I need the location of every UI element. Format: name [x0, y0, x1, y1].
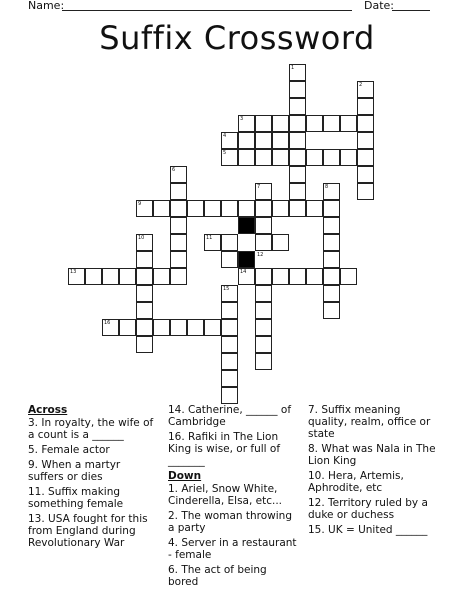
grid-cell[interactable] — [238, 200, 255, 217]
grid-cell[interactable] — [136, 319, 153, 336]
grid-cell[interactable] — [255, 200, 272, 217]
clue-down-12: 12. Territory ruled by a duke or duchess — [308, 497, 428, 521]
grid-cell[interactable] — [323, 251, 340, 268]
grid-cell[interactable] — [119, 268, 136, 285]
clue-number: 4 — [223, 133, 227, 139]
clue-number: 7 — [257, 184, 261, 190]
grid-cell[interactable] — [289, 98, 306, 115]
grid-cell[interactable] — [306, 200, 323, 217]
grid-cell[interactable] — [221, 302, 238, 319]
grid-cell[interactable] — [255, 234, 272, 251]
grid-cell[interactable] — [323, 234, 340, 251]
date-label: Date: — [364, 0, 394, 12]
grid-cell[interactable] — [221, 234, 238, 251]
grid-cell[interactable] — [204, 319, 221, 336]
grid-cell[interactable] — [153, 319, 170, 336]
grid-cell[interactable] — [272, 149, 289, 166]
grid-cell[interactable] — [357, 132, 374, 149]
grid-cell[interactable] — [170, 319, 187, 336]
clues-column-3 — [308, 404, 438, 539]
grid-cell[interactable] — [357, 98, 374, 115]
clue-number: 3 — [240, 116, 244, 122]
across-heading: Across — [28, 404, 68, 416]
grid-cell[interactable] — [255, 302, 272, 319]
clue-down-7: 7. Suffix meaning quality, realm, office or state — [308, 404, 431, 440]
clue-number: 6 — [172, 167, 176, 173]
clue-across-11: 11. Suffix making something female — [28, 486, 124, 510]
grid-cell[interactable] — [323, 217, 340, 234]
grid-cell[interactable] — [323, 149, 340, 166]
clue-down-4: 4. Server in a restaurant - female — [168, 537, 297, 561]
grid-cell[interactable] — [221, 336, 238, 353]
grid-cell[interactable] — [221, 370, 238, 387]
clue-down-15: 15. UK = United ______ — [308, 524, 428, 536]
grid-black-cell — [238, 251, 255, 268]
grid-cell[interactable] — [357, 149, 374, 166]
page-title: Suffix Crossword — [99, 19, 375, 57]
grid-black-cell — [238, 217, 255, 234]
grid-cell[interactable] — [170, 268, 187, 285]
grid-cell[interactable] — [323, 200, 340, 217]
grid-cell[interactable] — [340, 149, 357, 166]
grid-cell[interactable] — [323, 115, 340, 132]
grid-cell[interactable] — [136, 302, 153, 319]
grid-cell[interactable] — [255, 217, 272, 234]
clue-number: 2 — [359, 82, 363, 88]
clue-number: 13 — [70, 269, 77, 275]
grid-cell[interactable] — [289, 268, 306, 285]
grid-cell[interactable] — [289, 149, 306, 166]
grid-cell[interactable] — [357, 166, 374, 183]
grid-cell[interactable] — [272, 268, 289, 285]
grid-cell[interactable] — [289, 81, 306, 98]
grid-cell[interactable] — [221, 251, 238, 268]
grid-cell[interactable] — [153, 200, 170, 217]
grid-cell[interactable] — [255, 149, 272, 166]
grid-cell[interactable] — [272, 115, 289, 132]
grid-cell[interactable] — [221, 387, 238, 404]
grid-cell[interactable] — [289, 183, 306, 200]
clue-across-3: 3. In royalty, the wife of a count is a ______ — [28, 417, 154, 441]
grid-cell[interactable] — [255, 319, 272, 336]
clue-down-8: 8. What was Nala in The Lion King — [308, 443, 436, 467]
grid-cell[interactable] — [357, 183, 374, 200]
clues-column-2 — [168, 404, 298, 591]
clue-number: 12 — [257, 252, 264, 258]
clue-number: 14 — [240, 269, 247, 275]
grid-cell[interactable] — [323, 302, 340, 319]
clue-across-16: 16. Rafiki in The Lion King is wise, or full of _______ — [168, 431, 281, 467]
grid-cell[interactable] — [170, 200, 187, 217]
grid-cell[interactable] — [289, 115, 306, 132]
grid-cell[interactable] — [238, 132, 255, 149]
grid-cell[interactable] — [238, 149, 255, 166]
grid-cell[interactable] — [255, 353, 272, 370]
clue-number: 1 — [291, 65, 295, 71]
grid-cell[interactable] — [323, 285, 340, 302]
grid-cell[interactable] — [85, 268, 102, 285]
grid-cell[interactable] — [289, 132, 306, 149]
grid-cell[interactable] — [170, 217, 187, 234]
grid-cell[interactable] — [102, 268, 119, 285]
clue-down-10: 10. Hera, Artemis, Aphrodite, etc — [308, 470, 404, 494]
grid-cell[interactable] — [136, 285, 153, 302]
grid-cell[interactable] — [357, 115, 374, 132]
grid-cell[interactable] — [170, 251, 187, 268]
grid-cell[interactable] — [170, 183, 187, 200]
grid-cell[interactable] — [272, 132, 289, 149]
grid-cell[interactable] — [255, 268, 272, 285]
grid-cell[interactable] — [153, 268, 170, 285]
grid-cell[interactable] — [221, 319, 238, 336]
grid-cell[interactable] — [306, 149, 323, 166]
clues-column-1 — [28, 404, 158, 552]
grid-cell[interactable] — [136, 251, 153, 268]
clue-down-2: 2. The woman throwing a party — [168, 510, 292, 534]
grid-cell[interactable] — [255, 115, 272, 132]
grid-cell[interactable] — [272, 200, 289, 217]
grid-cell[interactable] — [255, 336, 272, 353]
grid-cell[interactable] — [221, 353, 238, 370]
clue-down-6: 6. The act of being bored — [168, 564, 267, 588]
clue-number: 10 — [138, 235, 145, 241]
grid-cell[interactable] — [221, 200, 238, 217]
grid-cell[interactable] — [340, 115, 357, 132]
grid-cell[interactable] — [289, 166, 306, 183]
grid-cell[interactable] — [323, 268, 340, 285]
name-label: Name: — [28, 0, 65, 12]
grid-cell[interactable] — [136, 336, 153, 353]
grid-cell[interactable] — [187, 200, 204, 217]
grid-cell[interactable] — [306, 115, 323, 132]
grid-cell[interactable] — [187, 319, 204, 336]
clue-across-13: 13. USA fought for this from England during Revolutionary War — [28, 513, 148, 549]
grid-cell[interactable] — [119, 319, 136, 336]
grid-cell[interactable] — [272, 234, 289, 251]
clue-across-14: 14. Catherine, ______ of Cambridge — [168, 404, 292, 428]
clue-number: 11 — [206, 235, 213, 241]
grid-cell[interactable] — [136, 268, 153, 285]
clue-across-9: 9. When a martyr suffers or dies — [28, 459, 121, 483]
grid-cell[interactable] — [340, 268, 357, 285]
clue-number: 16 — [104, 320, 111, 326]
clue-number: 5 — [223, 150, 227, 156]
grid-cell[interactable] — [204, 200, 221, 217]
down-heading: Down — [168, 470, 202, 482]
clue-number: 9 — [138, 201, 142, 207]
clue-number: 15 — [223, 286, 230, 292]
grid-cell[interactable] — [255, 285, 272, 302]
clue-across-5: 5. Female actor — [28, 444, 110, 456]
grid-cell[interactable] — [255, 132, 272, 149]
grid-cell[interactable] — [306, 268, 323, 285]
grid-cell[interactable] — [289, 200, 306, 217]
clue-down-1: 1. Ariel, Snow White, Cinderella, Elsa, etc... — [168, 483, 283, 507]
grid-cell[interactable] — [170, 234, 187, 251]
clue-number: 8 — [325, 184, 329, 190]
